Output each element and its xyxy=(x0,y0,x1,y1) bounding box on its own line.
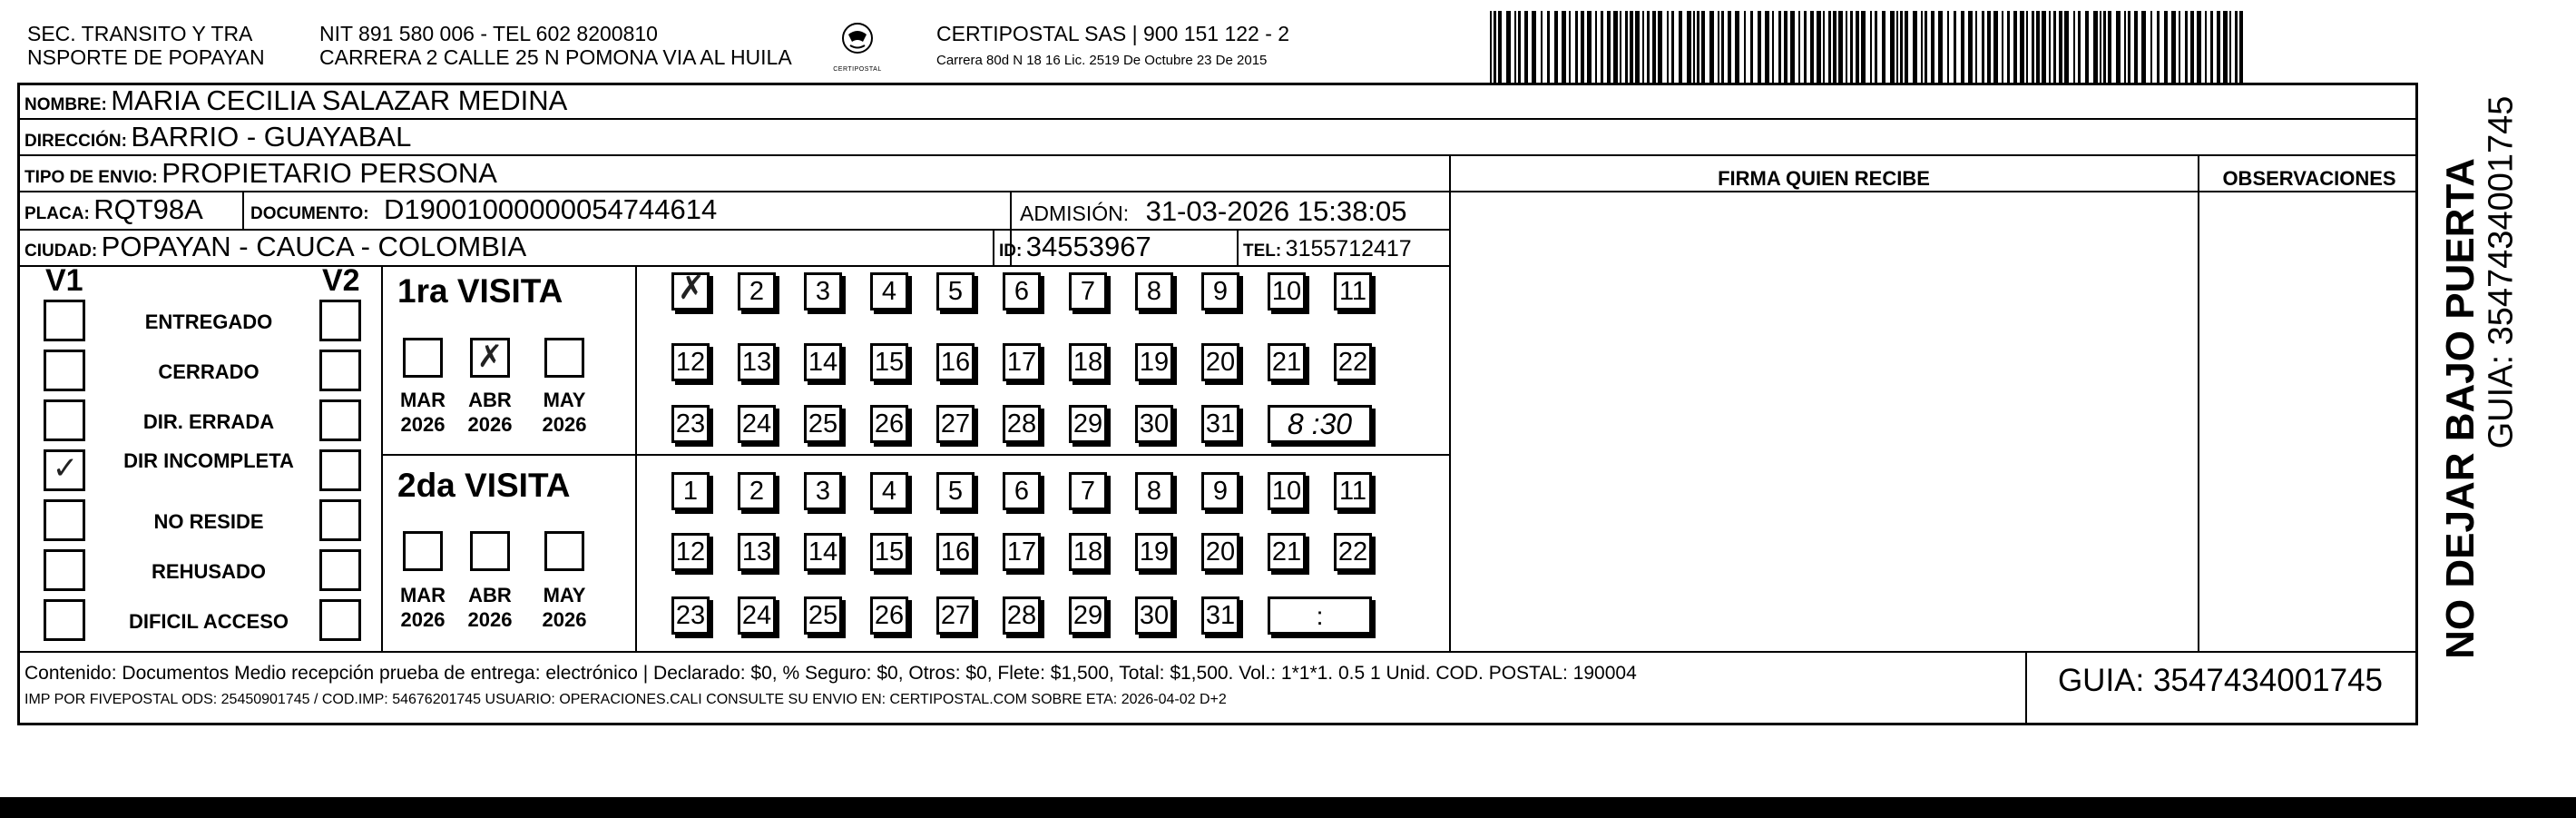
second-day-17[interactable]: 17 xyxy=(1003,533,1041,571)
first-day-8[interactable]: 8 xyxy=(1135,272,1173,310)
second-day-15[interactable]: 15 xyxy=(870,533,908,571)
placa-row xyxy=(24,193,203,232)
first-month-mar-checkbox[interactable] xyxy=(403,338,443,378)
barcode-bar xyxy=(1721,11,1724,84)
first-visit-label: 1ra VISITA xyxy=(397,272,563,310)
barcode-bar xyxy=(1569,11,1571,84)
v1-checkbox[interactable] xyxy=(44,399,85,441)
second-day-21[interactable]: 21 xyxy=(1268,533,1306,571)
barcode-bar xyxy=(1607,11,1611,84)
first-day-10[interactable]: 10 xyxy=(1268,272,1306,310)
barcode-bar xyxy=(1518,11,1521,84)
documento-row xyxy=(250,193,717,232)
barcode-bar xyxy=(1947,11,1949,84)
nit-line: NIT 891 580 006 - TEL 602 8200810 xyxy=(319,22,658,45)
admision-value: 31-03-2026 15:38:05 xyxy=(1145,195,1407,227)
barcode-bar xyxy=(1921,11,1923,84)
barcode xyxy=(1488,11,2246,84)
barcode-bar xyxy=(1642,11,1644,84)
month-name: ABR xyxy=(468,389,512,411)
first-day-9[interactable]: 9 xyxy=(1201,272,1239,310)
barcode-bar xyxy=(1524,11,1528,84)
barcode-bar xyxy=(2128,11,2130,84)
barcode-bar xyxy=(2049,11,2051,84)
second-day-16[interactable]: 16 xyxy=(936,533,975,571)
second-day-12[interactable]: 12 xyxy=(671,533,710,571)
barcode-bar xyxy=(2205,11,2207,84)
barcode-bar xyxy=(1506,11,1511,84)
second-day-5[interactable]: 5 xyxy=(936,472,975,510)
second-day-22[interactable]: 22 xyxy=(1334,533,1372,571)
barcode-bar xyxy=(2100,11,2101,84)
first-day-18[interactable]: 18 xyxy=(1069,343,1107,381)
barcode-bar xyxy=(1667,11,1669,84)
first-day-4[interactable]: 4 xyxy=(870,272,908,310)
barcode-bar xyxy=(2020,11,2024,84)
tel-value: 3155712417 xyxy=(1285,236,1412,261)
status-label: DIR INCOMPLETA xyxy=(123,449,294,472)
barcode-bar xyxy=(1870,11,1872,84)
check-mark-icon: ✓ xyxy=(52,450,79,487)
barcode-bar xyxy=(1790,11,1795,84)
barcode-bar xyxy=(2179,11,2180,84)
barcode-bar xyxy=(1817,11,1821,84)
address-line: CARRERA 2 CALLE 25 N POMONA VIA AL HUILA xyxy=(319,45,792,69)
second-month-mar-checkbox[interactable] xyxy=(403,531,443,571)
month-name: MAY xyxy=(543,584,586,606)
barcode-bar xyxy=(2157,11,2160,84)
second-day-8[interactable]: 8 xyxy=(1135,472,1173,510)
first-day-19[interactable]: 19 xyxy=(1135,343,1173,381)
first-day-25[interactable]: 25 xyxy=(804,405,842,443)
month-year: 2026 xyxy=(400,608,446,631)
second-day-2[interactable]: 2 xyxy=(738,472,776,510)
v1-checkbox[interactable] xyxy=(44,300,85,341)
barcode-bar xyxy=(1541,11,1543,84)
first-day-17[interactable]: 17 xyxy=(1003,343,1041,381)
second-day-4[interactable]: 4 xyxy=(870,472,908,510)
barcode-bar xyxy=(2103,11,2106,84)
barcode-bar xyxy=(2042,11,2046,84)
nombre-value: MARIA CECILIA SALAZAR MEDINA xyxy=(111,84,568,116)
barcode-bar xyxy=(1861,11,1866,84)
barcode-bar xyxy=(1601,11,1603,84)
barcode-bar xyxy=(1613,11,1618,84)
second-day-25[interactable]: 25 xyxy=(804,596,842,635)
barcode-bar xyxy=(1987,11,1991,84)
barcode-bar xyxy=(2171,11,2176,84)
barcode-bar xyxy=(1687,11,1691,84)
barcode-bar xyxy=(2026,11,2028,84)
status-label: ENTREGADO xyxy=(144,310,273,333)
v2-checkbox[interactable] xyxy=(319,549,361,591)
barcode-bar xyxy=(2036,11,2040,84)
barcode-bar xyxy=(2235,11,2238,84)
admision-row xyxy=(1020,195,1406,233)
tipo-row xyxy=(24,157,497,195)
barcode-bar xyxy=(1693,11,1695,84)
second-day-7[interactable]: 7 xyxy=(1069,472,1107,510)
second-day-27[interactable]: 27 xyxy=(936,596,975,635)
barcode-bar xyxy=(1587,11,1592,84)
barcode-bar xyxy=(1595,11,1597,84)
barcode-bar xyxy=(1968,11,1973,84)
first-month-abr-checkbox[interactable] xyxy=(470,338,510,378)
barcode-bar xyxy=(2093,11,2098,84)
second-day-26[interactable]: 26 xyxy=(870,596,908,635)
second-day-23[interactable]: 23 xyxy=(671,596,710,635)
signature-area[interactable] xyxy=(1451,192,2197,650)
barcode-bar xyxy=(1772,11,1774,84)
first-month-label xyxy=(396,388,450,437)
barcode-bar xyxy=(1823,11,1825,84)
observaciones-label: OBSERVACIONES xyxy=(2222,167,2396,190)
month-name: MAY xyxy=(543,389,586,411)
visit-divider xyxy=(381,454,1450,456)
col-divider xyxy=(993,229,994,265)
col-divider xyxy=(635,265,637,651)
col-divider xyxy=(242,191,244,229)
barcode-bar xyxy=(1494,11,1496,84)
barcode-bar xyxy=(1961,11,1964,84)
first-day-2[interactable]: 2 xyxy=(738,272,776,310)
guia-box: GUIA: 3547434001745 xyxy=(2057,663,2384,698)
barcode-bar xyxy=(1900,11,1903,84)
v1-checkbox[interactable] xyxy=(44,499,85,541)
status-label: NO RESIDE xyxy=(153,510,264,533)
barcode-bar xyxy=(1913,11,1917,84)
first-day-13[interactable]: 13 xyxy=(738,343,776,381)
ciudad-row xyxy=(24,231,526,269)
barcode-bar xyxy=(2032,11,2034,84)
month-name: MAR xyxy=(399,584,446,606)
v1-checkbox[interactable] xyxy=(44,449,85,491)
status-label: REHUSADO xyxy=(152,560,266,583)
v2-checkbox[interactable] xyxy=(319,599,361,641)
ciudad-value: POPAYAN - CAUCA - COLOMBIA xyxy=(101,231,527,262)
first-day-28[interactable]: 28 xyxy=(1003,405,1041,443)
ciudad-label: CIUDAD: xyxy=(24,241,98,261)
barcode-bar xyxy=(2085,11,2089,84)
cross-mark-icon: ✗ xyxy=(677,270,706,307)
barcode-bar xyxy=(2229,11,2231,84)
month-year: 2026 xyxy=(542,608,587,631)
barcode-bar xyxy=(1758,11,1761,84)
barcode-bar xyxy=(2210,11,2213,84)
barcode-bar xyxy=(1925,11,1927,84)
barcode-bar xyxy=(1490,11,1492,84)
barcode-bar xyxy=(1828,11,1831,84)
second-day-10[interactable]: 10 xyxy=(1268,472,1306,510)
barcode-bar xyxy=(1993,11,1998,84)
barcode-bar xyxy=(1728,11,1731,84)
documento-value: D19001000000054744614 xyxy=(384,193,718,225)
barcode-bar xyxy=(2150,11,2152,84)
id-row xyxy=(999,231,1151,269)
first-day-1[interactable] xyxy=(671,272,710,310)
barcode-bar xyxy=(1701,11,1705,84)
barcode-bar xyxy=(1856,11,1859,84)
barcode-bar xyxy=(1798,11,1800,84)
first-day-22[interactable]: 22 xyxy=(1334,343,1372,381)
license-line: Carrera 80d N 18 16 Lic. 2519 De Octubre 23 De 2015 xyxy=(936,53,1268,68)
v2-checkbox[interactable] xyxy=(319,300,361,341)
placa-value: RQT98A xyxy=(93,193,203,225)
barcode-bar xyxy=(2217,11,2220,84)
barcode-bar xyxy=(2053,11,2056,84)
first-month-may-checkbox[interactable] xyxy=(544,338,584,378)
barcode-bar xyxy=(1875,11,1877,84)
company-line: CERTIPOSTAL SAS | 900 151 122 - 2 xyxy=(936,22,1290,45)
barcode-bar xyxy=(2134,11,2138,84)
v1-checkbox[interactable] xyxy=(44,350,85,391)
first-day-3[interactable]: 3 xyxy=(804,272,842,310)
barcode-bar xyxy=(1620,11,1621,84)
barcode-bar xyxy=(1658,11,1662,84)
barcode-bar xyxy=(1765,11,1769,84)
v2-label: V2 xyxy=(322,263,360,298)
second-day-13[interactable]: 13 xyxy=(738,533,776,571)
second-day-14[interactable]: 14 xyxy=(804,533,842,571)
barcode-bar xyxy=(1975,11,1977,84)
second-month-may-checkbox[interactable] xyxy=(544,531,584,571)
barcode-bar xyxy=(2073,11,2075,84)
direccion-label: DIRECCIÓN: xyxy=(24,132,127,151)
second-day-30[interactable]: 30 xyxy=(1135,596,1173,635)
barcode-bar xyxy=(2185,11,2188,84)
id-value: 34553967 xyxy=(1025,231,1151,262)
first-day-30[interactable]: 30 xyxy=(1135,405,1173,443)
barcode-bar xyxy=(1750,11,1753,84)
sender-line-2: NSPORTE DE POPAYAN xyxy=(27,45,265,69)
barcode-bar xyxy=(1554,11,1558,84)
barcode-bar xyxy=(1778,11,1781,84)
barcode-bar xyxy=(1581,11,1584,84)
col-divider xyxy=(381,265,383,651)
v1-checkbox[interactable] xyxy=(44,549,85,591)
first-day-23[interactable]: 23 xyxy=(671,405,710,443)
first-day-5[interactable]: 5 xyxy=(936,272,975,310)
first-day-24[interactable]: 24 xyxy=(738,405,776,443)
second-month-label xyxy=(463,583,517,632)
row-divider xyxy=(17,651,2418,653)
cross-mark-icon: ✗ xyxy=(476,339,504,375)
barcode-bar xyxy=(2197,11,2201,84)
barcode-bar xyxy=(1679,11,1682,84)
first-month-label xyxy=(537,388,592,437)
month-year: 2026 xyxy=(467,413,513,436)
barcode-bar xyxy=(1718,11,1719,84)
second-day-9[interactable]: 9 xyxy=(1201,472,1239,510)
barcode-bar xyxy=(1697,11,1699,84)
barcode-bar xyxy=(2002,11,2003,84)
barcode-bar xyxy=(1982,11,1984,84)
first-month-label xyxy=(463,388,517,437)
status-label: DIR. ERRADA xyxy=(142,410,275,433)
barcode-bar xyxy=(1810,11,1814,84)
barcode-bar xyxy=(1647,11,1650,84)
logo-text: CERTIPOSTAL xyxy=(833,66,882,73)
barcode-bar xyxy=(2124,11,2126,84)
nombre-label: NOMBRE: xyxy=(24,95,107,114)
barcode-bar xyxy=(2239,11,2243,84)
v2-checkbox[interactable] xyxy=(319,449,361,491)
tipo-value: PROPIETARIO PERSONA xyxy=(162,157,497,189)
second-day-11[interactable]: 11 xyxy=(1334,472,1372,510)
barcode-bar xyxy=(1547,11,1550,84)
barcode-bar xyxy=(1652,11,1656,84)
second-day-28[interactable]: 28 xyxy=(1003,596,1041,635)
sender-line-1: SEC. TRANSITO Y TRA xyxy=(27,22,253,45)
barcode-bar xyxy=(1850,11,1853,84)
tipo-label: TIPO DE ENVIO: xyxy=(24,168,158,187)
barcode-bar xyxy=(1532,11,1536,84)
barcode-bar xyxy=(2007,11,2010,84)
barcode-bar xyxy=(1833,11,1837,84)
barcode-bar xyxy=(1890,11,1895,84)
barcode-bar xyxy=(1735,11,1739,84)
first-day-15[interactable]: 15 xyxy=(870,343,908,381)
second-day-6[interactable]: 6 xyxy=(1003,472,1041,510)
barcode-bar xyxy=(1838,11,1843,84)
barcode-bar xyxy=(2141,11,2146,84)
barcode-bar xyxy=(2108,11,2111,84)
barcode-bar xyxy=(1575,11,1578,84)
barcode-bar xyxy=(2059,11,2062,84)
v2-checkbox[interactable] xyxy=(319,399,361,441)
barcode-bar xyxy=(2078,11,2081,84)
barcode-bar xyxy=(1671,11,1674,84)
tel-row xyxy=(1243,232,1412,269)
barcode-bar xyxy=(1784,11,1788,84)
first-visit-time[interactable]: 8 :30 xyxy=(1268,405,1372,443)
barcode-bar xyxy=(1635,11,1640,84)
barcode-bar xyxy=(2116,11,2121,84)
month-year: 2026 xyxy=(400,413,446,436)
barcode-bar xyxy=(1744,11,1746,84)
first-day-12[interactable]: 12 xyxy=(671,343,710,381)
admision-label: ADMISIÓN: xyxy=(1020,202,1130,225)
barcode-bar xyxy=(2223,11,2228,84)
second-day-20[interactable]: 20 xyxy=(1201,533,1239,571)
barcode-bar xyxy=(2190,11,2194,84)
month-name: ABR xyxy=(468,584,512,606)
second-visit-time[interactable]: : xyxy=(1268,596,1372,635)
barcode-bar xyxy=(1896,11,1898,84)
first-day-29[interactable]: 29 xyxy=(1069,405,1107,443)
placa-label: PLACA: xyxy=(24,204,90,223)
nombre-row xyxy=(24,84,567,123)
barcode-bar xyxy=(1882,11,1885,84)
first-day-21[interactable]: 21 xyxy=(1268,343,1306,381)
tel-label: TEL: xyxy=(1243,241,1282,261)
barcode-bar xyxy=(1514,11,1516,84)
bottom-band xyxy=(0,797,2576,818)
second-day-19[interactable]: 19 xyxy=(1135,533,1173,571)
col-divider xyxy=(1237,229,1239,265)
barcode-bar xyxy=(1498,11,1502,84)
first-day-16[interactable]: 16 xyxy=(936,343,975,381)
barcode-bar xyxy=(2164,11,2168,84)
second-visit-label: 2da VISITA xyxy=(397,467,571,504)
documento-label: DOCUMENTO: xyxy=(250,204,369,223)
first-day-26[interactable]: 26 xyxy=(870,405,908,443)
first-day-14[interactable]: 14 xyxy=(804,343,842,381)
second-day-24[interactable]: 24 xyxy=(738,596,776,635)
direccion-value: BARRIO - GUAYABAL xyxy=(131,121,412,153)
barcode-bar xyxy=(1630,11,1633,84)
v2-checkbox[interactable] xyxy=(319,350,361,391)
month-name: MAR xyxy=(399,389,446,411)
second-day-18[interactable]: 18 xyxy=(1069,533,1107,571)
v2-checkbox[interactable] xyxy=(319,499,361,541)
barcode-bar xyxy=(1954,11,1956,84)
v1-label: V1 xyxy=(45,263,83,298)
side-guia: GUIA: 3547434001745 xyxy=(2482,95,2521,449)
status-label: CERRADO xyxy=(158,360,260,383)
barcode-bar xyxy=(1625,11,1628,84)
direccion-row xyxy=(24,121,411,159)
first-day-6[interactable]: 6 xyxy=(1003,272,1041,310)
month-year: 2026 xyxy=(467,608,513,631)
first-day-27[interactable]: 27 xyxy=(936,405,975,443)
v1-checkbox[interactable] xyxy=(44,599,85,641)
first-day-11[interactable]: 11 xyxy=(1334,272,1372,310)
second-day-31[interactable]: 31 xyxy=(1201,596,1239,635)
second-day-1[interactable]: 1 xyxy=(671,472,710,510)
barcode-bar xyxy=(1931,11,1934,84)
second-month-label xyxy=(396,583,450,632)
certipostal-logo xyxy=(830,20,885,73)
firma-label: FIRMA QUIEN RECIBE xyxy=(1718,167,1930,190)
no-dejar-warning: NO DEJAR BAJO PUERTA xyxy=(2438,158,2483,659)
barcode-bar xyxy=(1562,11,1566,84)
barcode-bar xyxy=(1938,11,1943,84)
month-year: 2026 xyxy=(542,413,587,436)
barcode-bar xyxy=(2064,11,2069,84)
first-day-20[interactable]: 20 xyxy=(1201,343,1239,381)
first-day-31[interactable]: 31 xyxy=(1201,405,1239,443)
barcode-bar xyxy=(1709,11,1714,84)
imp-line: IMP POR FIVEPOSTAL ODS: 25450901745 / COD.IMP: 54676201745 USUARIO: OPERACIONES.CALI CONSULTE SU ENVIO EN: CERTIPOSTAL.COM SOBRE ETA: 2026-04-02 D+2 xyxy=(24,692,1227,707)
barcode-bar xyxy=(2013,11,2017,84)
first-day-7[interactable]: 7 xyxy=(1069,272,1107,310)
second-month-abr-checkbox[interactable] xyxy=(470,531,510,571)
id-label: ID: xyxy=(999,241,1023,261)
second-day-29[interactable]: 29 xyxy=(1069,596,1107,635)
observations-area[interactable] xyxy=(2199,192,2417,650)
second-month-label xyxy=(537,583,592,632)
second-day-3[interactable]: 3 xyxy=(804,472,842,510)
status-label: DIFICIL ACCESO xyxy=(128,610,289,633)
barcode-bar xyxy=(1905,11,1908,84)
contenido-line: Contenido: Documentos Medio recepción prueba de entrega: electrónico | Declarado: $0, % Seguro: $0, Otros: $0, Flete: $1,500, Total: $1,500. Vol.: 1*1*1. 0.5 1 Unid. COD. POSTAL: 190004 xyxy=(24,663,1637,684)
barcode-bar xyxy=(1846,11,1847,84)
barcode-bar xyxy=(1804,11,1807,84)
